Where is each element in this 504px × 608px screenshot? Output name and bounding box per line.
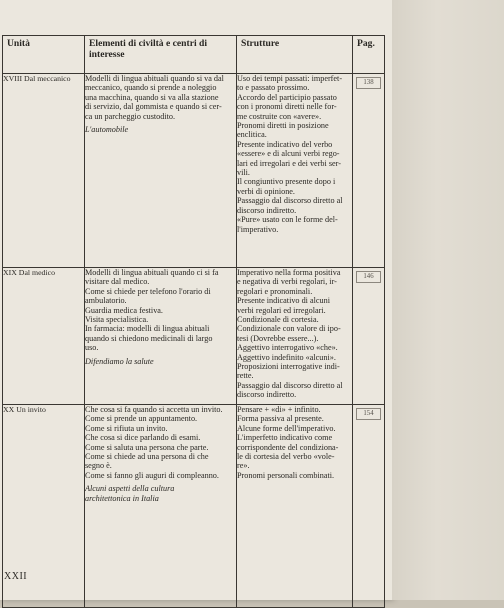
table-header-row: [3, 36, 385, 74]
table-row: [3, 268, 385, 405]
header-elementi: Elementi di civiltà e centri di interesse: [85, 36, 237, 74]
page-footer-number: XXII: [4, 571, 28, 582]
page-number: 138: [356, 77, 381, 89]
header-strutture: Strutture: [237, 36, 353, 74]
section-title: Difendiamo la salute: [85, 356, 154, 366]
strutture-cell: Pensare + «di» + infinito. Forma passiva al presente. Alcune forme dell'imperativo. L'imperfetto indicativo come corrispondente del condiziona- le di cortesia del verbo «vole- re». Pronomi personali combinati.: [237, 405, 353, 608]
header-unita: Unità: [3, 36, 85, 74]
section-title: L'automobile: [85, 125, 129, 135]
elementi-cell: Modelli di lingua abituali quando si va dal meccanico, quando si prende a noleggio una macchina, quando si va alla stazione di servizio, dal gommista e quando si cer- ca un parcheggio custodito. L'automobile: [85, 74, 237, 268]
elementi-cell: Modelli di lingua abituali quando ci si fa visitare dal medico. Come si chiede per telefono l'orario di ambulatorio. Guardia medica festiva. Visita specialistica. In farmacia: modelli di lingua abituali quando si chiedono medicinali di largo uso. Difendiamo la salute: [85, 268, 237, 405]
page-number: 146: [356, 271, 381, 283]
adjacent-page: [392, 0, 504, 600]
page-number-cell: [353, 268, 385, 405]
strutture-cell: Imperativo nella forma positiva e negativa di verbi regolari, ir- regolari e pronominali. Presente indicativo di alcuni verbi regolari ed irregolari. Condizionale di cortesia. Condizionale con valore di ipo- tesi (Dovrebbe essere...). Aggettivo interrogativo «che». Aggettivo indefinito «alcuni». Proposizioni interrogative indi- rette. Passaggio dal discorso diretto al discorso indiretto.: [237, 268, 353, 405]
strutture-cell: Uso dei tempi passati: imperfet- to e passato prossimo. Accordo del participio passato con i pronomi diretti nelle for- me costruite con «avere». Pronomi diretti in posizione enclitica. Presente indicativo del verbo «essere» e di alcuni verbi rego- lari ed irregolari e dei verbi ser- vili. Il congiuntivo presente dopo i verbi di opinione. Passaggio dal discorso diretto al discorso indiretto. «Pure» usato con le forme del- l'imperativo.: [237, 74, 353, 268]
table-row: [3, 74, 385, 268]
contents-table: [2, 35, 385, 608]
unit-name: XVIII Dal meccanico: [3, 74, 85, 268]
page-number: 154: [356, 408, 381, 420]
unit-name: XIX Dal medico: [3, 268, 85, 405]
page-number-cell: [353, 74, 385, 268]
elementi-cell: Che cosa si fa quando si accetta un invito. Come si prende un appuntamento. Come si rifiuta un invito. Che cosa si dice parlando di esami. Come si saluta una persona che parte. Come si chiede ad una persona di che segno è. Come si fanno gli auguri di compleanno. Alcuni aspetti della cultura architettonica in Italia: [85, 405, 237, 608]
section-title-cont: architettonica in Italia: [85, 493, 159, 503]
unit-name: XX Un invito: [3, 405, 85, 608]
table-row: [3, 405, 385, 608]
section-title: Alcuni aspetti della cultura: [85, 484, 175, 494]
header-pag: Pag.: [353, 36, 385, 74]
page-number-cell: [353, 405, 385, 608]
